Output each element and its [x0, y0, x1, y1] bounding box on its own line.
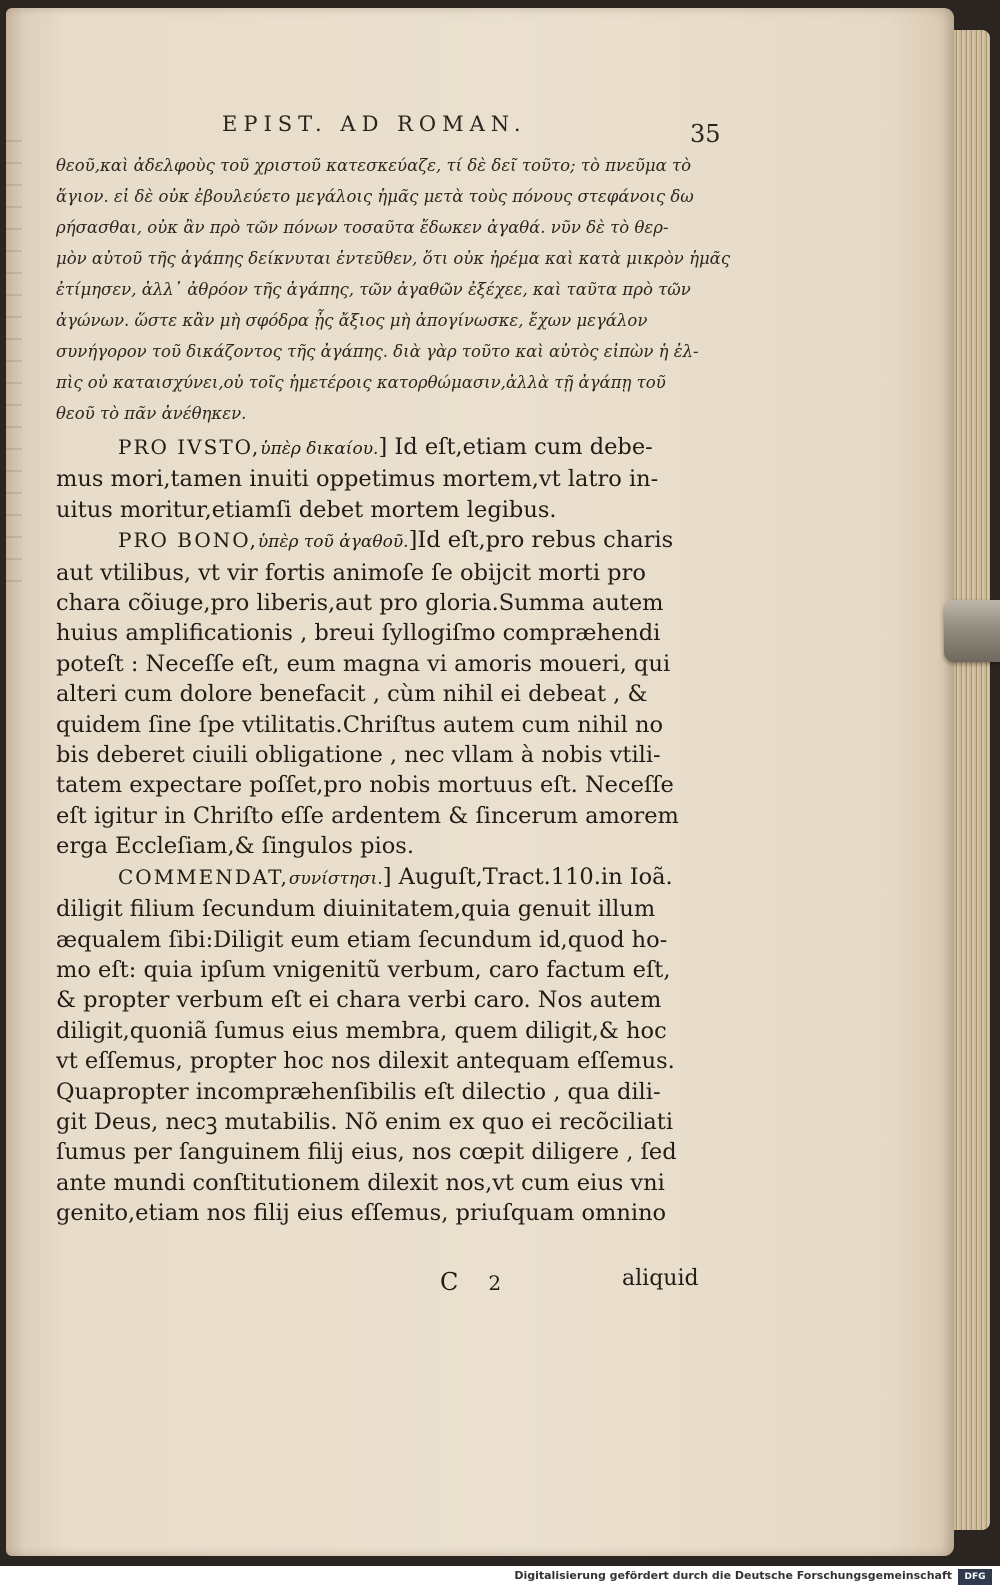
text-line: & propter verbum eſt ei chara verbi caro. Nos autem	[56, 987, 662, 1014]
text-line: chara cõiuge,pro liberis,aut pro gloria.Summa autem	[56, 590, 664, 617]
greek-line: θεοῦ,καὶ ἀδελφοὺς τοῦ χριστοῦ κατεσκεύαζε, τί δὲ δεῖ τοῦτο; τὸ πνεῦμα τὸ	[56, 156, 692, 175]
text-line: uitus moritur,etiamſi debet mortem legibus.	[56, 496, 557, 523]
greek-line: ἀγώνων. ὥστε κἂν μὴ σφόδρα ᾖς ἄξιος μὴ ἀπογίνωσκε, ἔχων μεγάλον	[56, 311, 648, 330]
greek-line: θεοῦ τὸ πᾶν ἀνέθηκεν.	[56, 404, 247, 423]
greek-line: μὸν αὐτοῦ τῆς ἀγάπης δείκνυται ἐντεῦθεν, ὅτι οὐκ ἠρέμα καὶ κατὰ μικρὸν ἡμᾶς	[56, 249, 731, 268]
text-line: git Deus, necꝫ mutabilis. Nõ enim ex quo ei recõciliati	[56, 1108, 674, 1135]
text-line: erga Eccleſiam,& ſingulos pios.	[56, 833, 414, 860]
text-line: ӕqualem ſibi:Diligit eum etiam ſecundum id,quod ho-	[56, 926, 668, 953]
greek-line: πὶς οὐ καταισχύνει,οὐ τοῖς ἡμετέροις κατορθώμασιν,ἀλλὰ τῇ ἀγάπῃ τοῦ	[56, 373, 666, 392]
greek-commentary	[56, 150, 736, 429]
running-title: EPIST. AD ROMAN.	[222, 112, 527, 136]
signature-letter: C	[440, 1268, 459, 1296]
latin-commentary	[56, 432, 746, 1229]
greek-line: ἅγιον. εἰ δὲ οὐκ ἐβουλεύετο μεγάλοις ἡμᾶς μετὰ τοὺς πόνους στεφάνοις δω	[56, 187, 694, 206]
text-line: aut vtilibus, vt vir fortis animoſe ſe obijcit morti pro	[56, 559, 646, 586]
lemma: PRO IVSTO,	[118, 435, 261, 459]
paragraph-pro-iusto	[56, 432, 746, 464]
text-line: quidem ſine ſpe vtilitatis.Chriſtus autem cum nihil no	[56, 711, 664, 738]
signature-number: 2	[488, 1271, 502, 1295]
text-line: tatem expectare poſſet,pro nobis mortuus eſt. Neceſſe	[56, 772, 674, 799]
text-line: genito,etiam nos filij eius eſſemus, priuſquam omnino	[56, 1200, 667, 1227]
text-line: eſt igitur in Chriſto eſſe ardentem & ſincerum amorem	[56, 802, 679, 829]
text-line: bis deberet ciuili obligatione , nec vllam à nobis vtili-	[56, 742, 661, 769]
lemma: COMMENDAT,	[118, 864, 289, 889]
text-line: poteſt : Neceſſe eſt, eum magna vi amoris moueri, qui	[56, 650, 671, 677]
text-line: vt eſſemus, propter hoc nos dilexit antequam eſſemus.	[56, 1048, 675, 1075]
text-line: diligit filium ſecundum diuinitatem,quia genuit illum	[56, 896, 656, 923]
paragraph-pro-bono	[56, 525, 746, 557]
footer-bar	[0, 1566, 1000, 1589]
funding-credit: Digitalisierung gefördert durch die Deutsche Forschungsgemeinschaft	[514, 1569, 952, 1582]
catchword: aliquid	[622, 1266, 699, 1291]
text-line: Quapropter incomprӕhenſibilis eſt dilectio , qua dili-	[56, 1078, 661, 1105]
text-line: ] Id eſt,etiam cum debe-	[378, 434, 653, 460]
lemma-greek: ὑπὲρ τοῦ ἀγαθοῦ.	[257, 532, 409, 553]
text-line: ante mundi conſtitutionem dilexit nos,vt cum eius vni	[56, 1169, 665, 1196]
clasp	[944, 600, 1000, 662]
text-line: mo eſt: quia ipſum vnigenitũ verbum, caro factum eſt,	[56, 956, 671, 983]
text-line: ]Id eſt,pro rebus charis	[408, 527, 674, 554]
text-line: mus mori,tamen inuiti oppetimus mortem,vt latro in-	[56, 466, 659, 493]
text-line: alteri cum dolore benefacit , cùm nihil ei debeat , &	[56, 681, 648, 708]
signature-mark	[440, 1268, 501, 1296]
greek-line: ρήσασθαι, οὐκ ἂν πρὸ τῶν πόνων τοσαῦτα ἔδωκεν ἀγαθά. νῦν δὲ τὸ θερ-	[56, 218, 669, 237]
text-line: ] Auguſt,Tract.110.in Ioã.	[382, 863, 673, 890]
dfg-logo-icon: DFG	[958, 1569, 992, 1585]
lemma-greek: συνίστησι.	[288, 868, 383, 889]
text-line: ſumus per ſanguinem filij eius, nos cœpit diligere , ſed	[56, 1139, 677, 1166]
text-line: diligit,quoniã ſumus eius membra, quem diligit,& hoc	[56, 1017, 667, 1044]
page-edges	[954, 30, 990, 1530]
lemma-greek: ὑπὲρ δικαίου.	[260, 439, 379, 459]
page-number: 35	[690, 120, 721, 148]
paragraph-commendat	[56, 862, 746, 894]
gutter-bleed-through	[6, 140, 22, 600]
text-line: huius amplificationis , breui ſyllogiſmo comprӕhendi	[56, 620, 661, 647]
greek-line: συνήγορον τοῦ δικάζοντος τῆς ἀγάπης. διὰ γὰρ τοῦτο καὶ αὐτὸς εἰπὼν ἡ ἐλ-	[56, 342, 699, 361]
greek-line: ἐτίμησεν, ἀλλ᾽ ἀθρόον τῆς ἀγάπης, τῶν ἀγαθῶν ἐξέχεε, καὶ ταῦτα πρὸ τῶν	[56, 280, 691, 299]
lemma: PRO BONO,	[118, 528, 258, 553]
